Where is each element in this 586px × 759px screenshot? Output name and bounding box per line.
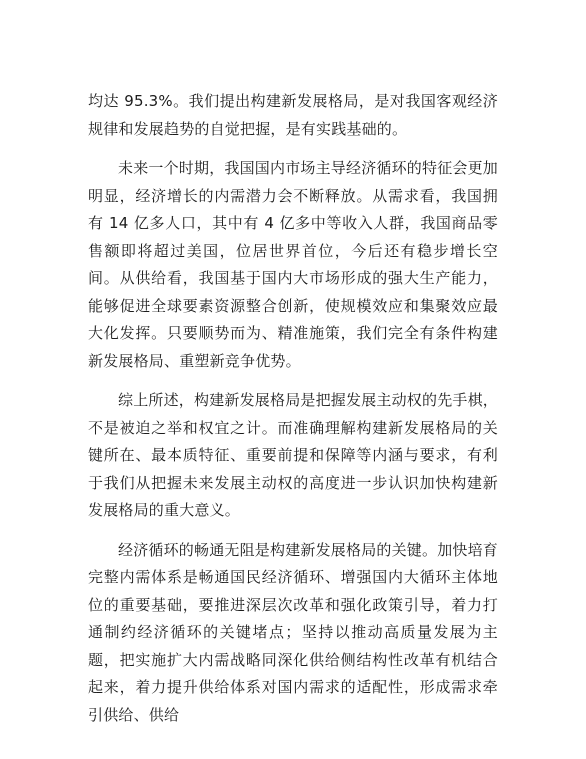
paragraph-4: 经济循环的畅通无阻是构建新发展格局的关键。加快培育完整内需体系是畅通国民经济循环、增强国内大循环主体地位的重要基础，要推进深层次改革和强化政策引导，着力打通制约经济循环的关键堵点；坚持以推动高质量发展为主题，把实施扩大内需战略同深化供给侧结构性改革有机结合起来，着力提升供给体系对国内需求的适配性，形成需求牵引供给、供给: [88, 540, 499, 724]
body-text: [88, 88, 498, 741]
paragraph-2: 未来一个时期，我国国内市场主导经济循环的特征会更加明显，经济增长的内需潜力会不断释放。从需求看，我国拥有 14 亿多人口，其中有 4 亿多中等收入人群，我国商品零售额即将超过美国，位居世界首位，今后还有稳步增长空间。从供给看，我国基于国内大市场形成的强大生产能力，能够促进全球要素资源整合创新，使规模效应和集聚效应最大化发挥。只要顺势而为、精准施策，我们完全有条件构建新发展格局、重塑新竞争优势。: [88, 159, 499, 370]
paragraph-3: 综上所述，构建新发展格局是把握发展主动权的先手棋，不是被迫之举和权宜之计。而准确理解构建新发展格局的关键所在、最本质特征、重要前提和保障等内涵与要求，有利于我们从把握未来发展主动权的高度进一步认识加快构建新发展格局的重大意义。: [88, 391, 499, 519]
paragraph-1: 均达 95.3%。我们提出构建新发展格局，是对我国客观经济规律和发展趋势的自觉把握，是有实践基础的。: [88, 92, 498, 138]
